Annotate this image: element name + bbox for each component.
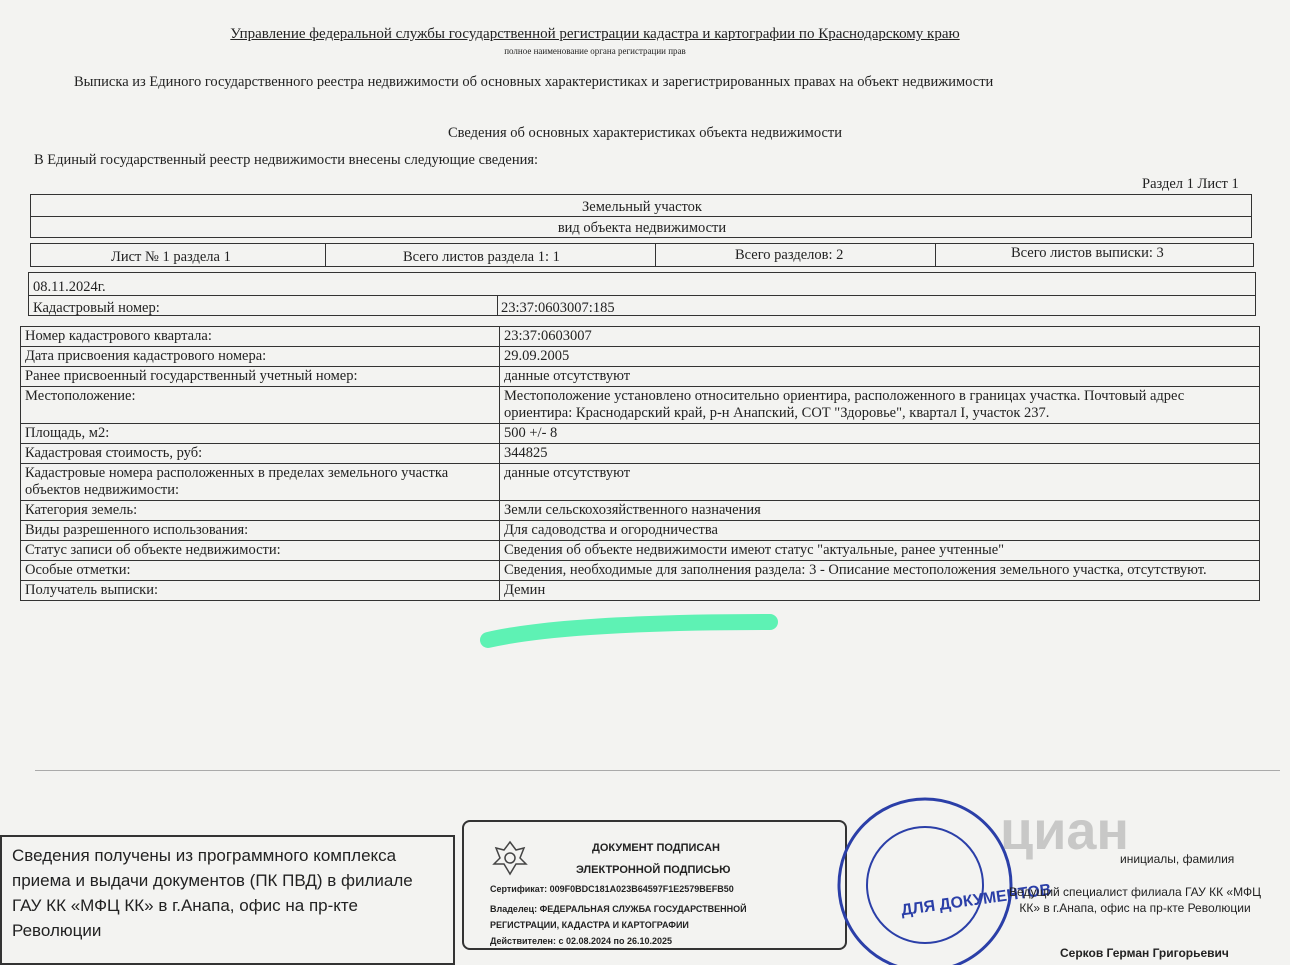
initials-label: инициалы, фамилия [1120, 852, 1235, 866]
sheet-number: Лист № 1 раздела 1 [111, 249, 231, 265]
object-type-divider [31, 216, 1251, 217]
signed-label-2: ЭЛЕКТРОННОЙ ПОДПИСЬЮ [576, 864, 731, 876]
row-value: Для садоводства и огородничества [500, 521, 1260, 541]
row-value: 29.09.2005 [500, 347, 1260, 367]
electronic-signature-box [462, 820, 847, 950]
sections-total: Всего разделов: 2 [735, 247, 844, 263]
section-sheet-label: Раздел 1 Лист 1 [1142, 176, 1239, 192]
cell-divider [497, 295, 498, 315]
row-label: Статус записи об объекте недвижимости: [21, 541, 500, 561]
watermark-logo: циан [1000, 801, 1130, 861]
row-label: Кадастровая стоимость, руб: [21, 444, 500, 464]
certificate-owner: Владелец: ФЕДЕРАЛЬНАЯ СЛУЖБА ГОСУДАРСТВЕННОЙ [490, 904, 747, 914]
row-value: Сведения об объекте недвижимости имеют статус "актуальные, ранее учтенные" [500, 541, 1260, 561]
stamp-text: ДЛЯ ДОКУМЕНТОВ [900, 881, 1053, 920]
table-row [21, 444, 1260, 464]
row-label: Номер кадастрового квартала: [21, 327, 500, 347]
round-stamp [830, 790, 1053, 960]
table-row [21, 501, 1260, 521]
specialist-name: Серков Герман Григорьевич [1060, 946, 1229, 960]
characteristics-table [20, 326, 1260, 601]
certificate-owner-2: РЕГИСТРАЦИИ, КАДАСТРА И КАРТОГРАФИИ [490, 920, 689, 930]
signed-label: ДОКУМЕНТ ПОДПИСАН [592, 842, 720, 854]
row-label: Дата присвоения кадастрового номера: [21, 347, 500, 367]
table-row [21, 424, 1260, 444]
row-value: 23:37:0603007 [500, 327, 1260, 347]
row-label: Площадь, м2: [21, 424, 500, 444]
row-label: Местоположение: [21, 387, 500, 424]
row-value: Демин [500, 581, 1260, 601]
table-row [21, 561, 1260, 581]
table-row [21, 387, 1260, 424]
cell-divider [935, 244, 936, 266]
row-label: Ранее присвоенный государственный учетный номер: [21, 367, 500, 387]
certificate-validity: Действителен: с 02.08.2024 по 26.10.2025 [490, 936, 673, 946]
highlight-marker [480, 606, 780, 650]
table-row [21, 367, 1260, 387]
row-value: Сведения, необходимые для заполнения раздела: 3 - Описание местоположения земельного участка, отсутствуют. [500, 561, 1260, 581]
cadastral-number-value: 23:37:0603007:185 [501, 300, 615, 316]
intro-text: В Единый государственный реестр недвижимости внесены следующие сведения: [34, 152, 539, 168]
extract-date: 08.11.2024г. [33, 279, 106, 295]
table-row [21, 347, 1260, 367]
document-subtitle: Сведения об основных характеристиках объекта недвижимости [447, 125, 843, 141]
cell-divider [655, 244, 656, 266]
row-label: Категория земель: [21, 501, 500, 521]
cadastral-box [28, 272, 1256, 316]
certificate-number: Сертификат: 009F0BDC181A023B64597F1E2579BEFB50 [490, 884, 734, 894]
row-label: Виды разрешенного использования: [21, 521, 500, 541]
eagle-emblem-icon [490, 838, 530, 878]
row-value: данные отсутствуют [500, 464, 1260, 501]
registry-authority: Управление федеральной службы государственной регистрации кадастра и картографии по Краснодарскому краю [230, 26, 960, 42]
table-row [21, 541, 1260, 561]
page-divider [35, 770, 1280, 771]
object-type: Земельный участок [582, 199, 702, 215]
row-value: данные отсутствуют [500, 367, 1260, 387]
specialist-position: Ведущий специалист филиала ГАУ КК «МФЦ КК» в г.Анапа, офис на пр-кте Революции [1009, 885, 1261, 915]
document-title: Выписка из Единого государственного реестра недвижимости об основных характеристиках и зарегистрированных правах на объект недвижимости [74, 74, 994, 90]
table-row [21, 464, 1260, 501]
sheet-info-row [30, 243, 1254, 267]
authority-note: полное наименование органа регистрации прав [504, 46, 686, 56]
row-label: Кадастровые номера расположенных в пределах земельного участка объектов недвижимости: [21, 464, 500, 501]
cadastral-number-label: Кадастровый номер: [33, 300, 160, 316]
source-info-box: Сведения получены из программного комплекса приема и выдачи документов (ПК ПВД) в филиале ГАУ КК «МФЦ КК» в г.Анапа, офис на пр-кте Революции [0, 835, 455, 965]
sheets-total: Всего листов выписки: 3 [1011, 245, 1164, 261]
cell-divider [325, 244, 326, 266]
object-type-note: вид объекта недвижимости [557, 220, 727, 236]
row-label: Получатель выписки: [21, 581, 500, 601]
row-divider [29, 295, 1255, 296]
section-sheets-total: Всего листов раздела 1: 1 [403, 249, 560, 265]
object-type-box [30, 194, 1252, 238]
row-value: 500 +/- 8 [500, 424, 1260, 444]
row-value: 344825 [500, 444, 1260, 464]
row-label: Особые отметки: [21, 561, 500, 581]
table-row [21, 521, 1260, 541]
row-value: Земли сельскохозяйственного назначения [500, 501, 1260, 521]
row-value: Местоположение установлено относительно ориентира, расположенного в границах участка. Почтовый адрес ориентира: Краснодарский край, р-н Анапский, СОТ "Здоровье", квартал I, участок 237. [500, 387, 1260, 424]
table-row [21, 327, 1260, 347]
table-row [21, 581, 1260, 601]
